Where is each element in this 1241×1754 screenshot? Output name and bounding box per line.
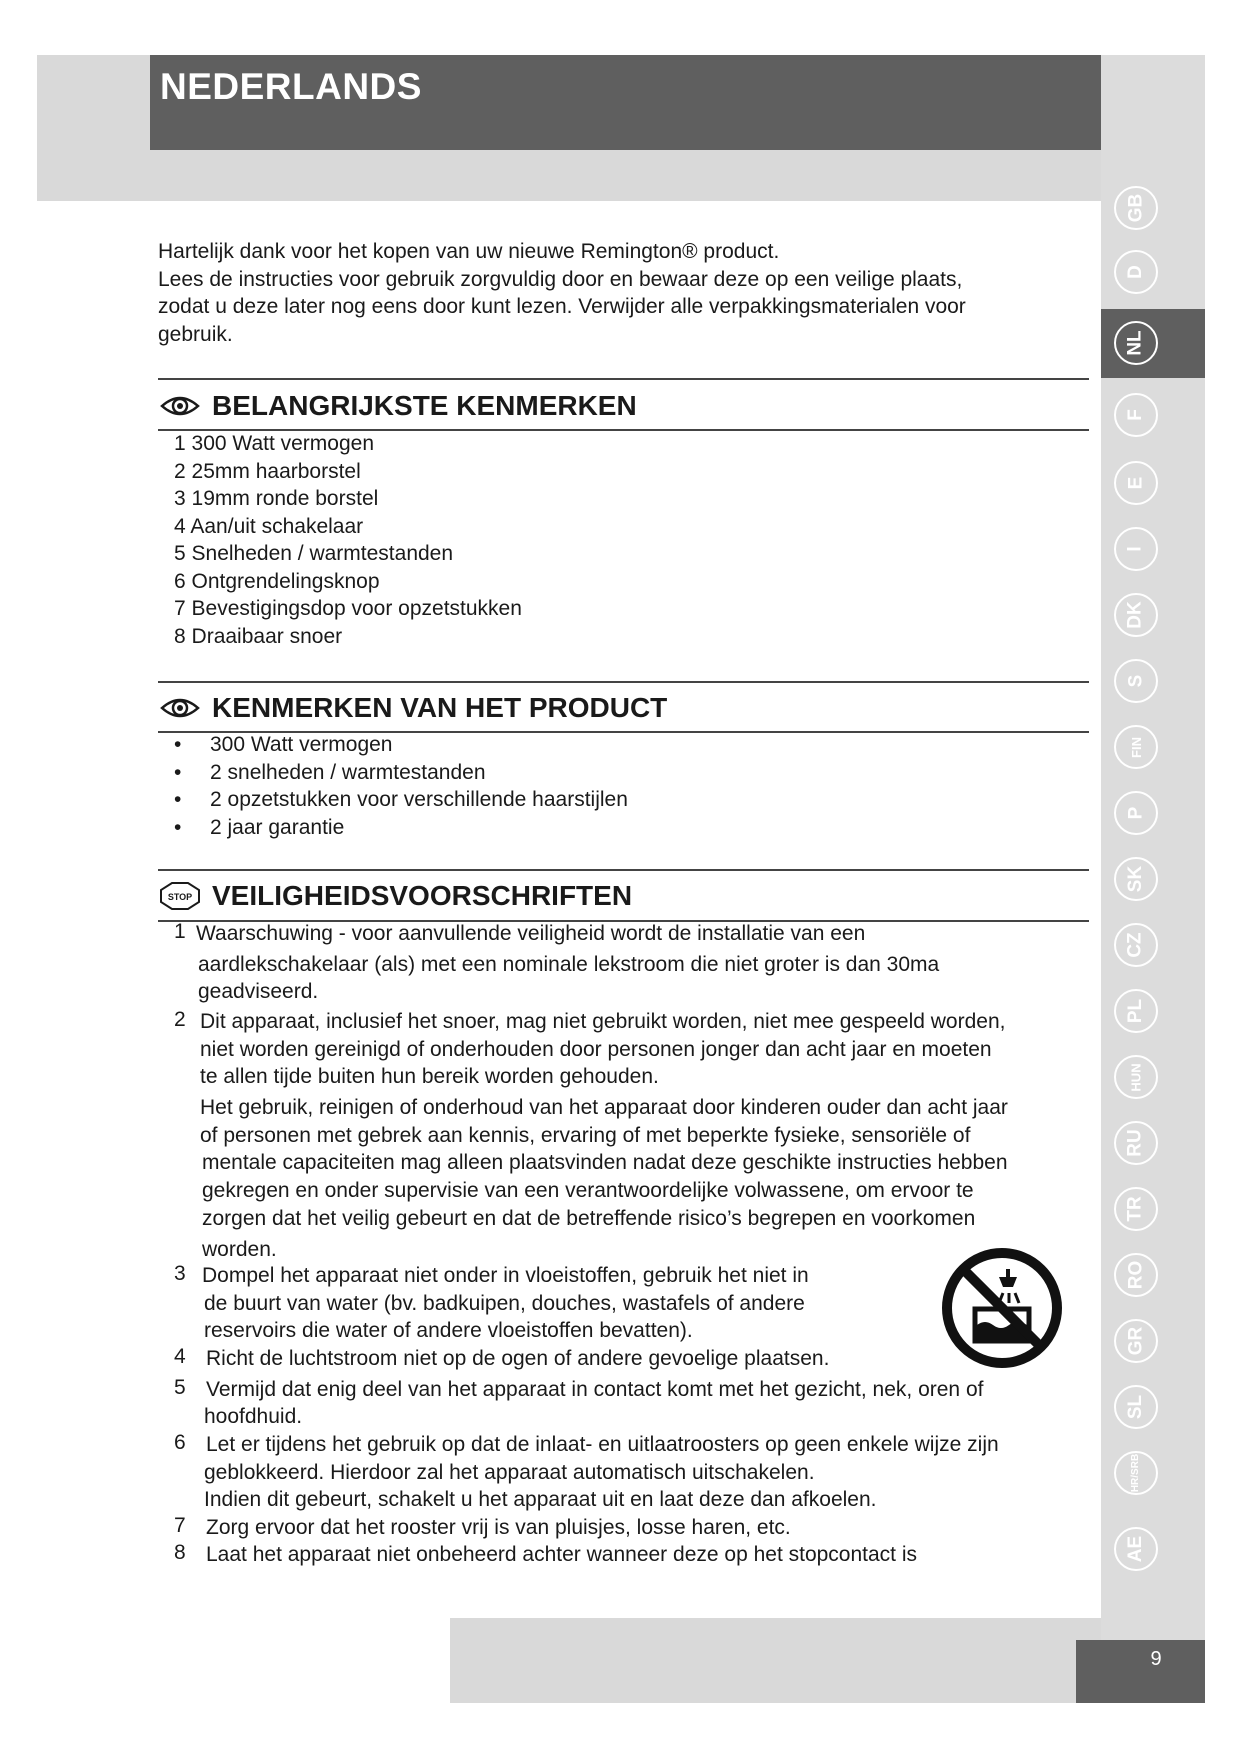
lang-tab-fin[interactable]: FIN	[1114, 725, 1158, 769]
section-header	[160, 880, 632, 912]
eye-icon	[160, 694, 200, 722]
text-line: Het gebruik, reinigen of onderhoud van het apparaat door kinderen ouder dan acht jaar	[200, 1096, 1008, 1119]
list-item: 7 Bevestigingsdop voor opzetstukken	[174, 597, 522, 620]
intro-line: Hartelijk dank voor het kopen van uw nieuwe Remington® product.	[158, 240, 780, 263]
lang-tab-gr[interactable]: GR	[1114, 1319, 1158, 1363]
item-number: 3	[174, 1262, 186, 1285]
lang-tab-gb[interactable]: GB	[1114, 186, 1158, 230]
list-item: 1 300 Watt vermogen	[174, 432, 375, 455]
text-line: Dompel het apparaat niet onder in vloeistoffen, gebruik het niet in	[202, 1264, 809, 1287]
lang-tab-pl[interactable]: PL	[1114, 989, 1158, 1033]
text-line: worden.	[202, 1238, 277, 1261]
lang-tab-p[interactable]: P	[1114, 791, 1158, 835]
section-title: KENMERKEN VAN HET PRODUCT	[212, 692, 668, 723]
intro-text	[158, 238, 1058, 348]
product-features-list	[174, 731, 628, 841]
text-line: Laat het apparaat niet onbeheerd achter wanneer deze op het stopcontact is	[206, 1543, 918, 1566]
text-line: of personen met gebrek aan kennis, ervaring of met beperkte fysieke, sensoriële of	[200, 1124, 971, 1147]
lang-tab-tr[interactable]: TR	[1114, 1187, 1158, 1231]
text-line: Vermijd dat enig deel van het apparaat in contact komt met het gezicht, nek, oren of	[206, 1378, 984, 1401]
list-item: • 2 snelheden / warmtestanden	[174, 759, 628, 787]
lang-tab-ro[interactable]: RO	[1114, 1253, 1158, 1297]
item-number: 4	[174, 1345, 186, 1368]
lang-tab-sk[interactable]: SK	[1114, 857, 1158, 901]
section-title: VEILIGHEIDSVOORSCHRIFTEN	[212, 880, 633, 911]
footer-band	[450, 1618, 1101, 1703]
lang-tab-s[interactable]: S	[1114, 659, 1158, 703]
intro-line: Lees de instructies voor gebruik zorgvuldig door en bewaar deze op een veilige plaats,	[158, 267, 963, 291]
text-line: hoofdhuid.	[204, 1405, 303, 1428]
lang-tab-hr-srb[interactable]: HR/SRB	[1114, 1451, 1158, 1495]
eye-icon	[160, 392, 200, 420]
lang-tab-ae[interactable]: AE	[1114, 1527, 1158, 1571]
text-line: aardlekschakelaar (als) met een nominale lekstroom die niet groter is dan 30ma	[198, 953, 940, 976]
text-line: Let er tijdens het gebruik op dat de inlaat- en uitlaatroosters op geen enkele wijze zijn	[206, 1433, 999, 1456]
item-number: 1	[174, 920, 186, 943]
no-water-warning-icon	[941, 1247, 1063, 1369]
item-number: 8	[174, 1541, 186, 1564]
text-line: Zorg ervoor dat het rooster vrij is van pluisjes, losse haren, etc.	[206, 1516, 791, 1539]
lang-tab-f[interactable]: F	[1114, 393, 1158, 437]
item-number: 2	[174, 1008, 186, 1031]
item-number: 6	[174, 1431, 186, 1454]
section-divider	[158, 681, 1089, 683]
lang-tab-i[interactable]: I	[1114, 527, 1158, 571]
text-line: geadviseerd.	[198, 980, 319, 1003]
text-line: mentale capaciteiten mag alleen plaatsvinden nadat deze geschikte instructies hebben	[202, 1151, 1008, 1174]
list-item: • 2 opzetstukken voor verschillende haarstijlen	[174, 786, 628, 814]
section-header	[160, 390, 637, 422]
list-item: 3 19mm ronde borstel	[174, 487, 379, 510]
section-header	[160, 692, 667, 724]
features-list	[174, 430, 522, 650]
list-item: • 300 Watt vermogen	[174, 731, 628, 759]
svg-text:STOP: STOP	[167, 892, 193, 902]
lang-tab-e[interactable]: E	[1114, 461, 1158, 505]
list-item: 5 Snelheden / warmtestanden	[174, 542, 454, 565]
section-divider	[158, 869, 1089, 871]
lang-tab-ru[interactable]: RU	[1114, 1121, 1158, 1165]
text-line: Waarschuwing - voor aanvullende veiligheid wordt de installatie van een	[196, 922, 866, 945]
lang-tab-d[interactable]: D	[1114, 250, 1158, 294]
intro-line: zodat u deze later nog eens door kunt lezen. Verwijder alle verpakkingsmaterialen voor	[158, 295, 966, 318]
text-line: Richt de luchtstroom niet op de ogen of andere gevoelige plaatsen.	[206, 1347, 830, 1370]
intro-line: gebruik.	[158, 322, 233, 346]
item-number: 5	[174, 1376, 186, 1399]
page-number: 9	[1150, 1648, 1162, 1670]
list-item: 2 25mm haarborstel	[174, 459, 361, 483]
section-divider	[158, 378, 1089, 380]
list-item: 8 Draaibaar snoer	[174, 624, 343, 648]
item-number: 7	[174, 1514, 186, 1537]
text-line: Dit apparaat, inclusief het snoer, mag niet gebruikt worden, niet mee gespeeld worden,	[200, 1010, 1006, 1033]
text-line: zorgen dat het veilig gebeurt en dat de betreffende risico’s begrepen en voorkomen	[202, 1207, 976, 1230]
lang-tab-cz[interactable]: CZ	[1114, 923, 1158, 967]
text-line: geblokkeerd. Hierdoor zal het apparaat automatisch uitschakelen.	[204, 1461, 815, 1484]
text-line: de buurt van water (bv. badkuipen, douches, wastafels of andere	[204, 1292, 805, 1315]
lang-tab-sl[interactable]: SL	[1114, 1385, 1158, 1429]
lang-tab-hun[interactable]: HUN	[1114, 1055, 1158, 1099]
list-item: 6 Ontgrendelingsknop	[174, 569, 380, 593]
list-item: • 2 jaar garantie	[174, 814, 628, 842]
lang-tab-dk[interactable]: DK	[1114, 593, 1158, 637]
text-line: reservoirs die water of andere vloeistoffen bevatten).	[204, 1319, 693, 1342]
section-title: BELANGRIJKSTE KENMERKEN	[212, 390, 637, 421]
text-line: te allen tijde buiten hun bereik worden gehouden.	[200, 1065, 659, 1088]
stop-icon	[160, 882, 200, 910]
text-line: niet worden gereinigd of onderhouden door personen jonger dan acht jaar en moeten	[200, 1038, 992, 1061]
text-line: gekregen en onder supervisie van een verantwoordelijke volwassene, om ervoor te	[202, 1179, 974, 1202]
page-title: NEDERLANDS	[160, 66, 422, 107]
lang-tab-nl[interactable]: NL	[1114, 321, 1158, 365]
list-item: 4 Aan/uit schakelaar	[174, 514, 364, 538]
text-line: Indien dit gebeurt, schakelt u het apparaat uit en laat deze dan afkoelen.	[204, 1488, 877, 1511]
